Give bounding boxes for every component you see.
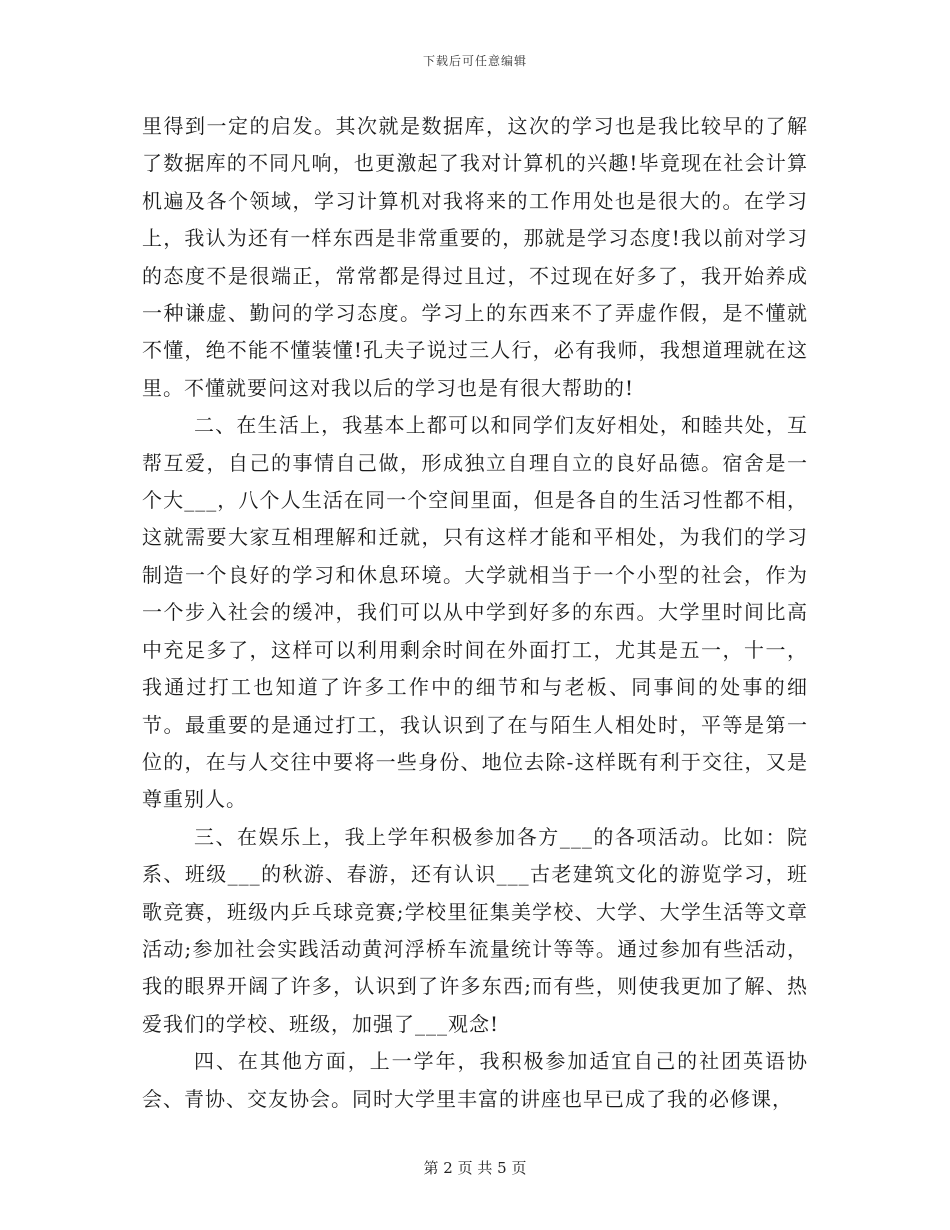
paragraph-1: 里得到一定的启发。其次就是数据库，这次的学习也是我比较早的了解了数据库的不同凡响，也更激起了我对计算机的兴趣!毕竟现在社会计算机遍及各个领域，学习计算机对我将来的工作用处也是很大的。在学习上，我认为还有一样东西是非常重要的，那就是学习态度!我以前对学习的态度不是很端正，常常都是得过且过，不过现在好多了，我开始养成一种谦虚、勤问的学习态度。学习上的东西来不了弄虚作假，是不懂就不懂，绝不能不懂装懂!孔夫子说过三人行，必有我师，我想道理就在这里。不懂就要问这对我以后的学习也是有很大帮助的!	[142, 114, 808, 400]
paragraph-4: 四、在其他方面，上一学年，我积极参加适宜自己的社团英语协会、青协、交友协会。同时大学里丰富的讲座也早已成了我的必修课，	[142, 1049, 808, 1111]
paragraph-3: 三、在娱乐上，我上学年积极参加各方___的各项活动。比如：院系、班级___的秋游、春游，还有认识___古老建筑文化的游览学习，班歌竞赛，班级内乒乓球竞赛;学校里征集美学校、大学、大学生活等文章活动;参加社会实践活动黄河浮桥车流量统计等等。通过参加有些活动，我的眼界开阔了许多，认识到了许多东西;而有些，则使我更加了解、热爱我们的学校、班级，加强了___观念!	[142, 824, 808, 1036]
page-header-note: 下载后可任意编辑	[422, 54, 527, 68]
page-number: 第 2 页 共 5 页	[423, 1159, 527, 1177]
document-body	[142, 108, 808, 1118]
paragraph-2: 二、在生活上，我基本上都可以和同学们友好相处，和睦共处，互帮互爱，自己的事情自己做，形成独立自理自立的良好品德。宿舍是一个大___，八个人生活在同一个空间里面，但是各自的生活习性都不相，这就需要大家互相理解和迁就，只有这样才能和平相处，为我们的学习制造一个良好的学习和休息环境。大学就相当于一个小型的社会，作为一个步入社会的缓冲，我们可以从中学到好多的东西。大学里时间比高中充足多了，这样可以利用剩余时间在外面打工，尤其是五一，十一，我通过打工也知道了许多工作中的细节和与老板、同事间的处事的细节。最重要的是通过打工，我认识到了在与陌生人相处时，平等是第一位的，在与人交往中要将一些身份、地位去除-这样既有利于交往，又是尊重别人。	[142, 413, 808, 812]
